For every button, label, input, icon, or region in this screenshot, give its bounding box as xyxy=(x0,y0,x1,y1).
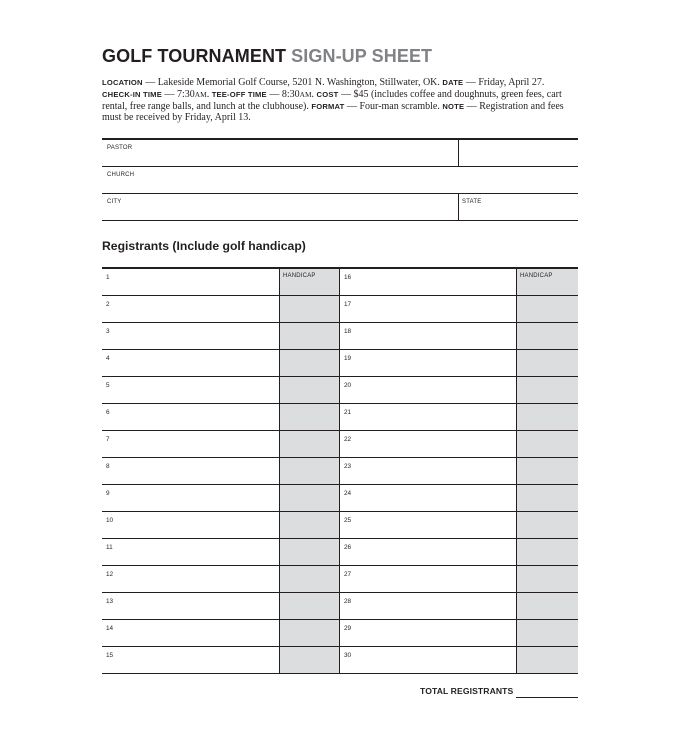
registrant-number: 14 xyxy=(106,625,114,632)
registrant-number: 3 xyxy=(106,328,110,335)
registrant-name-cell[interactable] xyxy=(339,485,516,511)
teeoff-value: — 8:30 xyxy=(266,88,300,100)
registrant-name-cell[interactable] xyxy=(339,512,516,538)
registrant-number: 4 xyxy=(106,355,110,362)
registrant-number: 8 xyxy=(106,463,110,470)
checkin-key: CHECK-IN TIME xyxy=(102,89,162,99)
registrant-name-cell[interactable] xyxy=(102,485,279,511)
registrant-number: 11 xyxy=(106,544,113,551)
registrant-number: 7 xyxy=(106,436,110,443)
church-label: CHURCH xyxy=(107,172,135,178)
registrant-name-cell[interactable] xyxy=(339,458,516,484)
page-title xyxy=(102,46,432,67)
handicap-cell[interactable] xyxy=(516,593,578,619)
table-row xyxy=(102,377,578,404)
table-row xyxy=(102,620,578,647)
registrant-number: 6 xyxy=(106,409,110,416)
registrant-name-cell[interactable] xyxy=(339,647,516,673)
registrant-name-cell[interactable] xyxy=(102,269,279,295)
registrant-name-cell[interactable] xyxy=(339,593,516,619)
city-row[interactable] xyxy=(102,194,578,221)
registrant-number: 15 xyxy=(106,652,114,659)
handicap-cell[interactable] xyxy=(516,431,578,457)
registrant-name-cell[interactable] xyxy=(339,566,516,592)
column-divider xyxy=(458,140,459,166)
total-registrants-label: TOTAL REGISTRANTS xyxy=(420,686,514,696)
registrant-number: 12 xyxy=(106,571,114,578)
registrant-name-cell[interactable] xyxy=(102,620,279,646)
registrant-name-cell[interactable] xyxy=(102,566,279,592)
registrant-name-cell[interactable] xyxy=(339,323,516,349)
registrant-number: 10 xyxy=(106,517,114,524)
registrant-number: 27 xyxy=(344,571,352,578)
total-registrants-field[interactable] xyxy=(516,697,578,698)
handicap-cell[interactable] xyxy=(516,458,578,484)
table-row xyxy=(102,350,578,377)
registrant-number: 16 xyxy=(344,274,352,281)
registrant-name-cell[interactable] xyxy=(102,539,279,565)
date-value: — Friday, April 27. xyxy=(463,77,545,88)
registrant-name-cell[interactable] xyxy=(102,647,279,673)
teeoff-am: AM xyxy=(299,89,312,99)
registrant-number: 24 xyxy=(344,490,352,497)
registrant-name-cell[interactable] xyxy=(102,404,279,430)
registrant-number: 19 xyxy=(344,355,352,362)
table-row xyxy=(102,431,578,458)
registrant-number: 29 xyxy=(344,625,352,632)
handicap-cell[interactable] xyxy=(279,431,339,457)
title-main: GOLF TOURNAMENT xyxy=(102,46,287,66)
handicap-cell[interactable] xyxy=(279,404,339,430)
handicap-cell[interactable] xyxy=(516,566,578,592)
registrant-number: 25 xyxy=(344,517,352,524)
table-row xyxy=(102,404,578,431)
handicap-label: HANDICAP xyxy=(283,273,316,279)
handicap-cell[interactable] xyxy=(279,566,339,592)
state-label: STATE xyxy=(462,199,482,205)
table-row xyxy=(102,296,578,323)
handicap-cell[interactable] xyxy=(279,620,339,646)
handicap-cell[interactable] xyxy=(279,269,339,295)
pastor-row[interactable] xyxy=(102,140,578,167)
date-key: DATE xyxy=(442,78,464,87)
registrant-name-cell[interactable] xyxy=(102,431,279,457)
format-key: FORMAT xyxy=(311,101,345,111)
handicap-cell[interactable] xyxy=(516,323,578,349)
location-value: — Lakeside Memorial Golf Course, 5201 N. Washington, Stillwater, OK. xyxy=(142,77,443,88)
table-row xyxy=(102,458,578,485)
church-row[interactable] xyxy=(102,167,578,194)
registrant-number: 2 xyxy=(106,301,110,308)
handicap-cell[interactable] xyxy=(279,512,339,538)
note-key: NOTE xyxy=(442,101,465,111)
registrant-name-cell[interactable] xyxy=(102,377,279,403)
registrant-number: 26 xyxy=(344,544,352,551)
registrant-number: 30 xyxy=(344,652,352,659)
registrant-name-cell[interactable] xyxy=(339,350,516,376)
handicap-cell[interactable] xyxy=(279,323,339,349)
table-row xyxy=(102,269,578,296)
format-value: — Four-man scramble. xyxy=(344,100,443,112)
registrant-name-cell[interactable] xyxy=(339,296,516,322)
cost-key: COST xyxy=(316,89,339,99)
handicap-cell[interactable] xyxy=(279,539,339,565)
event-details: LOCATION — Lakeside Memorial Golf Course, 5201 N. Washington, Stillwater, OK. DATE — Friday, April 27. CHECK-IN TIME — 7:30AM. TEE-OFF TIME — 8:30AM. COST — $45 (includes coffee and doughnuts, green fees, cart rental, free range balls, and lunch at the clubhouse). FORMAT — Four-man scramble. NOTE — Registration and fees must be received by Friday, April 13. xyxy=(102,77,564,124)
registrant-name-cell[interactable] xyxy=(339,269,516,295)
registrant-name-cell[interactable] xyxy=(339,620,516,646)
handicap-cell[interactable] xyxy=(516,539,578,565)
registrant-name-cell[interactable] xyxy=(339,404,516,430)
handicap-cell[interactable] xyxy=(516,512,578,538)
registrant-name-cell[interactable] xyxy=(102,512,279,538)
checkin-value: — 7:30 xyxy=(161,88,195,100)
handicap-cell[interactable] xyxy=(516,485,578,511)
handicap-cell[interactable] xyxy=(516,269,578,295)
registrant-number: 21 xyxy=(344,409,352,416)
handicap-cell[interactable] xyxy=(279,593,339,619)
location-key: LOCATION xyxy=(102,78,143,87)
registrant-number: 1 xyxy=(106,274,110,281)
note-value: — Registration and fees must be received by Friday, April 13. xyxy=(102,100,564,124)
registrant-name-cell[interactable] xyxy=(102,593,279,619)
handicap-cell[interactable] xyxy=(516,296,578,322)
registrant-number: 9 xyxy=(106,490,110,497)
table-row xyxy=(102,647,578,674)
handicap-cell[interactable] xyxy=(279,296,339,322)
registrant-number: 13 xyxy=(106,598,114,605)
registrant-number: 20 xyxy=(344,382,352,389)
registrant-name-cell[interactable] xyxy=(102,323,279,349)
contact-table xyxy=(102,138,578,221)
registrant-name-cell[interactable] xyxy=(339,539,516,565)
handicap-cell[interactable] xyxy=(279,377,339,403)
table-row xyxy=(102,512,578,539)
registrant-name-cell[interactable] xyxy=(339,377,516,403)
handicap-cell[interactable] xyxy=(516,647,578,673)
pastor-label: PASTOR xyxy=(107,145,133,151)
registrant-number: 5 xyxy=(106,382,110,389)
registrant-name-cell[interactable] xyxy=(339,431,516,457)
registrant-number: 17 xyxy=(344,301,352,308)
registrant-number: 18 xyxy=(344,328,352,335)
table-row xyxy=(102,485,578,512)
registrant-number: 23 xyxy=(344,463,352,470)
registrant-name-cell[interactable] xyxy=(102,350,279,376)
table-row xyxy=(102,593,578,620)
registrant-name-cell[interactable] xyxy=(102,458,279,484)
table-row xyxy=(102,323,578,350)
title-sub: SIGN-UP SHEET xyxy=(291,46,433,66)
city-label: CITY xyxy=(107,199,122,205)
registrant-number: 22 xyxy=(344,436,352,443)
registrants-heading: Registrants (Include golf handicap) xyxy=(102,239,306,253)
table-row xyxy=(102,539,578,566)
column-divider xyxy=(458,194,459,220)
handicap-cell[interactable] xyxy=(279,485,339,511)
registrant-number: 28 xyxy=(344,598,352,605)
table-row xyxy=(102,566,578,593)
registrant-name-cell[interactable] xyxy=(102,296,279,322)
registrants-table xyxy=(102,267,578,674)
handicap-label: HANDICAP xyxy=(520,273,553,279)
handicap-cell[interactable] xyxy=(516,350,578,376)
handicap-cell[interactable] xyxy=(279,350,339,376)
handicap-cell[interactable] xyxy=(516,377,578,403)
handicap-cell[interactable] xyxy=(279,458,339,484)
checkin-am: AM xyxy=(194,89,207,99)
cost-value: — $45 (includes coffee and doughnuts, green fees, cart rental, free range balls, and lunch at the clubhouse). xyxy=(102,88,562,112)
teeoff-key: TEE-OFF TIME xyxy=(211,89,267,99)
handicap-cell[interactable] xyxy=(279,647,339,673)
handicap-cell[interactable] xyxy=(516,620,578,646)
handicap-cell[interactable] xyxy=(516,404,578,430)
